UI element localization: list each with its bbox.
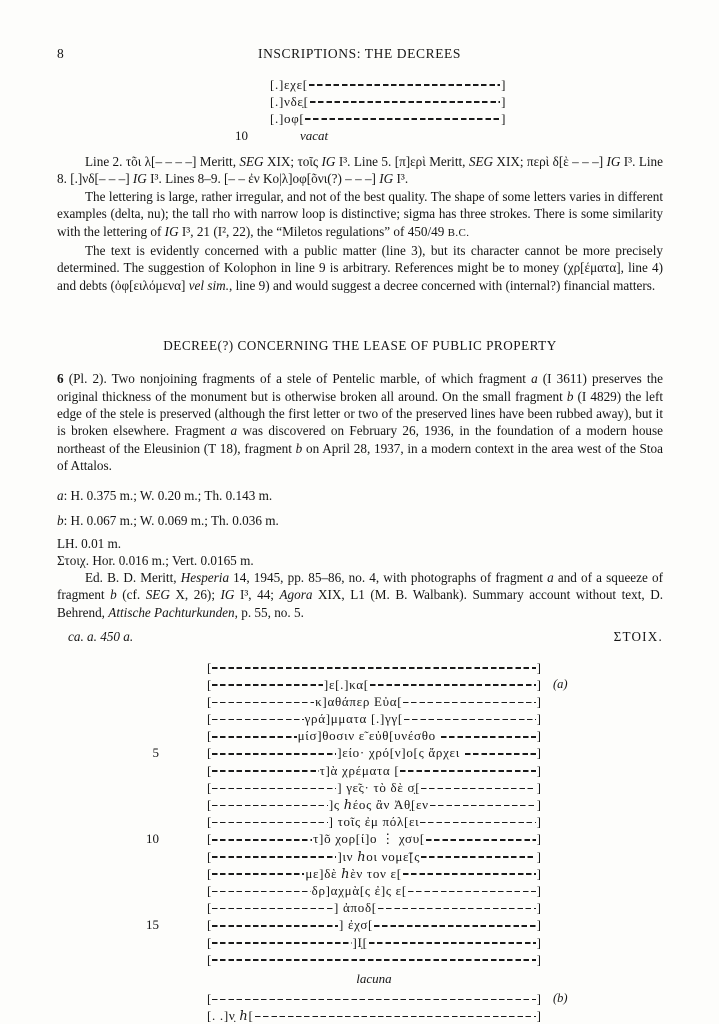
bracket: ]: [536, 848, 541, 864]
inscription-line-text: ] γε̃ς· τὸ δὲ σ̣[: [337, 779, 421, 795]
dash-fill: [212, 805, 328, 807]
inscription-line-text: ]είο· χρό[ν]ο[ς ἄρχει: [337, 745, 464, 761]
date-line: [57, 629, 663, 645]
inscription-row: [103, 779, 663, 796]
text-segment: a: [230, 423, 238, 439]
bracket: ]: [536, 728, 541, 744]
inscription-line-text: ] ἐχσ[: [339, 917, 374, 933]
text-segment: I³.: [393, 171, 409, 187]
bracket: [: [207, 917, 212, 933]
dash-fill: [378, 908, 536, 910]
bracket: [: [207, 745, 212, 761]
text-segment: IG: [220, 587, 235, 603]
text-segment: was discovered on February 26, 1936, in the foundation of a modern house northeast of the Eleusinion (T 18), fragment: [57, 423, 663, 456]
inscription-line: [207, 849, 541, 865]
dash-fill: [212, 719, 303, 721]
text-segment: IG: [606, 154, 621, 169]
text-segment: , p. 55, no. 5.: [234, 604, 304, 620]
dash-fill: [465, 753, 536, 755]
inscription-line: [207, 728, 541, 744]
bracket: ]: [501, 76, 506, 92]
text-segment: (cf.: [116, 587, 146, 603]
text-segment: (Pl. 2). Two nonjoining fragments of a stele of Pentelic marble, of which fragment: [63, 371, 532, 387]
dash-fill: [212, 822, 327, 824]
dash-fill: [212, 873, 304, 875]
line-number: 5: [152, 745, 159, 761]
bracket: ]: [501, 110, 506, 126]
dash-fill: [430, 805, 536, 807]
text-segment: XIX; περὶ δ[ὲ – – –]: [493, 154, 607, 169]
text-segment: vel sim.: [188, 277, 229, 293]
inscription-line-text: κ]αθάπερ Εὐα[: [315, 693, 403, 709]
text-segment: The text is evidently concerned with a public matter (line 3), but its character cannot be more precisely determined. The suggestion of Kolophon in line 9 is arbitrary. References might be to money (χρ[έματα], line 4) and debts (ὀφ[ειλόμενα]: [57, 243, 663, 293]
vacat-row: [210, 127, 663, 144]
lacuna-label: lacuna: [356, 971, 392, 987]
bracket: ]: [536, 990, 541, 1006]
inscription-line: [207, 711, 541, 727]
line-number: 10: [235, 127, 248, 143]
inscription-row: [103, 1007, 663, 1024]
bracket: ]: [536, 951, 541, 967]
inscription-row: [103, 951, 663, 968]
apparatus-paragraph: [57, 153, 663, 188]
inscription-line-text: ]ε[.]κα[: [323, 676, 369, 692]
bracket: [: [207, 779, 212, 795]
bracket: [: [207, 814, 212, 830]
dash-fill: [374, 925, 536, 927]
dash-fill: [212, 667, 535, 669]
text-segment: on April 28, 1937, in a modern context in the area west of the Stoa of Attalos.: [57, 440, 663, 474]
vacat-label: vacat: [300, 127, 329, 143]
text-segment: I³. Line 8. [.]νδ[– – –]: [57, 154, 663, 187]
text-segment: SEG: [468, 154, 494, 169]
text-segment: (I 4829) the left edge of the stele is preserved (although the first letter or two of the preserved lines have been rubbed away), but it is broken elsewhere. Fragment: [57, 388, 663, 439]
dash-fill: [369, 942, 536, 944]
text-segment: and of a squeeze of fragment: [57, 569, 663, 603]
dash-fill: [212, 770, 318, 772]
inscription-row: [103, 882, 663, 899]
text-segment: The lettering is large, rather irregular, and not of the best quality. The shape of some letters varies in different examples (delta, nu); the tall rho with narrow loop is distinctive; sigma has three strokes. There is some similarity with the lettering of: [57, 188, 663, 239]
bracket: [: [207, 711, 212, 727]
inscription-row: [103, 900, 663, 917]
inscription-line: [207, 831, 541, 847]
text-segment: IG: [164, 223, 179, 239]
bracket: ]: [536, 797, 541, 812]
dash-fill: [212, 736, 296, 738]
inscription-line: [207, 935, 541, 951]
inscription-line: [270, 94, 506, 110]
bracket: [: [207, 865, 212, 881]
inscription-block: [103, 659, 663, 1024]
inscription-line: [270, 77, 506, 93]
dash-fill: [420, 822, 535, 824]
inscription-row: [103, 710, 663, 727]
dash-fill: [310, 101, 500, 103]
text-segment: SEG: [145, 587, 170, 603]
bracket: [: [207, 848, 212, 864]
bracket: [: [207, 951, 212, 967]
bracket: [: [207, 728, 212, 744]
inscription-line-text: με]δὲ ℎὲν τον ε[: [305, 865, 402, 881]
dash-fill: [404, 719, 536, 721]
inscription-line: [207, 660, 541, 676]
inscription-row: [103, 693, 663, 710]
bracket: ]: [536, 934, 541, 950]
text-segment: I³. Line 5. [π]ερὶ Meritt,: [335, 154, 469, 169]
text-segment: IG: [379, 171, 394, 187]
bracket: ]: [536, 882, 541, 898]
line-number: 10: [146, 831, 159, 847]
inscription-row: [103, 917, 663, 934]
dash-fill: [212, 839, 312, 841]
text-segment: b: [566, 388, 574, 404]
text-segment: B.C.: [447, 226, 470, 239]
bracket: [: [207, 762, 212, 778]
lacuna-row: [103, 968, 663, 990]
fragment-a-block: [103, 659, 663, 968]
previous-inscription-block: [210, 76, 663, 144]
bracket: [: [207, 900, 212, 916]
inscription-line: [207, 1008, 541, 1024]
inscription-row: [103, 865, 663, 882]
dash-fill: [403, 873, 536, 875]
inscription-line-text: ]Ι̣[: [352, 934, 368, 950]
inscription-line-text: τ]õ χορ[ί]ο ⋮ χσυ[: [313, 831, 425, 847]
text-segment: : H. 0.067 m.; W. 0.069 m.; Th. 0.036 m.: [63, 512, 279, 528]
inscription-line: [207, 814, 541, 830]
editions-paragraph: [57, 569, 663, 621]
dash-fill: [403, 702, 535, 704]
running-head: INSCRIPTIONS: THE DECREES: [257, 46, 462, 61]
text-segment: b: [110, 587, 117, 603]
text-segment: Ed. B. D. Meritt,: [85, 569, 181, 585]
inscription-row: [103, 814, 663, 831]
text-segment: a: [531, 371, 538, 387]
bracket: ]: [536, 711, 541, 727]
inscription-row: [103, 762, 663, 779]
fragment-marker: (b): [553, 991, 568, 1006]
inscription-line: [207, 883, 541, 899]
dash-fill: [421, 856, 536, 858]
text-segment: XIX; τοῖς: [263, 154, 322, 169]
text-segment: b: [295, 440, 303, 456]
bracket: ]: [536, 865, 541, 881]
lacuna-line: [207, 971, 541, 987]
dash-fill: [255, 1016, 536, 1018]
text-segment: a: [547, 569, 554, 585]
text-segment: Agora: [279, 587, 313, 603]
inscription-line: [207, 900, 541, 916]
inscription-row: [103, 934, 663, 951]
bracket: ]: [536, 693, 541, 709]
dash-fill: [212, 856, 336, 858]
dash-fill: [408, 891, 536, 893]
inscription-row: [103, 796, 663, 813]
dash-fill: [305, 118, 500, 120]
text-segment: IG: [132, 171, 147, 187]
text-segment: Attische Pachturkunden: [108, 604, 235, 620]
inscription-line-text: δρ]αχμὰ[ς ἐ]ς ε[: [311, 882, 407, 898]
bracket: [: [207, 693, 212, 709]
text-segment: : H. 0.375 m.; W. 0.20 m.; Th. 0.143 m.: [63, 487, 273, 503]
dimensions-fragment-a: [57, 487, 663, 504]
dash-fill: [370, 684, 536, 686]
section-heading: DECREE(?) CONCERNING THE LEASE OF PUBLIC PROPERTY: [163, 338, 557, 354]
inscription-line: [207, 745, 541, 761]
bracket: [: [207, 882, 212, 898]
inscription-line-text: [.]εχε[: [270, 76, 308, 92]
inscription-row: [103, 676, 663, 693]
description-paragraph: [57, 370, 663, 474]
inscription-line-text: [.]οφ[: [270, 110, 305, 126]
bracket: [: [207, 990, 212, 1006]
dash-fill: [426, 839, 536, 841]
letter-height: LH. 0.01 m.: [57, 535, 122, 551]
dash-fill: [441, 736, 536, 738]
bracket: ]: [536, 676, 541, 692]
dimensions-block: [57, 487, 663, 569]
inscription-row: [103, 728, 663, 745]
inscription-row: [103, 848, 663, 865]
inscription-line-text: ] τοῖς ἐμ πόλ[ει: [328, 814, 420, 830]
fragment-b-block: [103, 990, 663, 1024]
inscription-line-text: τ]ὰ χρέματα [: [319, 762, 400, 778]
bracket: [: [207, 676, 212, 692]
bracket: ]: [536, 1008, 541, 1024]
lettering-paragraph: [57, 188, 663, 242]
text-segment: (I 3611) preserves the original thickness of the monument but is otherwise broken all around. On the small fragment: [57, 371, 663, 404]
line-number: 15: [146, 917, 159, 933]
bracket: [: [207, 831, 212, 847]
inscription-line: [207, 952, 541, 968]
text-segment: I³, 21 (I², 22), the “Miletos regulations” of 450/49: [178, 223, 448, 239]
text-segment: I³. Lines 8–9. [– – ἐν Κο|λ]οφ[õνι(?) – – –]: [146, 171, 380, 187]
dash-fill: [421, 788, 535, 790]
inscription-line-text: [. .]ν̣ ℎ[: [207, 1008, 254, 1024]
inscription-row: [210, 93, 663, 110]
text-segment: Hesperia: [180, 569, 230, 585]
inscription-row: [103, 745, 663, 762]
dash-fill: [212, 942, 351, 944]
stoichedon-label: ΣΤΟΙΧ.: [613, 628, 663, 644]
bracket: ]: [501, 93, 506, 109]
inscription-line-text: [.]νδε̣[: [270, 93, 309, 109]
inscription-line: [207, 917, 541, 933]
dash-fill: [212, 999, 535, 1001]
dash-fill: [309, 84, 500, 86]
inscription-line-text: ]ς ℎέος ἂν Ἀθ̣[εν: [328, 797, 429, 812]
inscription-row: [210, 110, 663, 127]
bracket: [: [207, 934, 212, 950]
inscription-line-text: γρά]μματα [.]γγ[: [304, 711, 403, 727]
inscription-line-text: ]ιν ℎοι νομε̃[ς: [337, 848, 421, 864]
text-segment: 14, 1945, pp. 85–86, no. 4, with photographs of fragment: [229, 569, 548, 585]
inscription-line: [207, 780, 541, 796]
bracket: ]: [536, 814, 542, 830]
text-segment: , line 9) and would suggest a decree concerned with (internal?) financial matters.: [229, 277, 656, 293]
bracket: ]: [536, 745, 541, 761]
text-segment: 6: [57, 371, 64, 387]
inscription-line-text: μίσ]θοσιν ε̃ εὐθ[υνέσθο: [297, 728, 440, 744]
inscription-line: [207, 677, 541, 693]
dash-fill: [400, 770, 535, 772]
text-segment: SEG: [239, 154, 264, 169]
text-segment: Line 2. τõι λ[– – – –] Meritt,: [85, 154, 240, 169]
dimensions-fragment-b: [57, 512, 663, 529]
bracket: ]: [536, 917, 541, 933]
bracket: ]: [536, 831, 541, 847]
bracket: [: [207, 659, 212, 675]
dash-fill: [212, 959, 535, 961]
text-segment: XIX, L1 (M. B. Walbank). Summary account without text, D. Behrend,: [57, 587, 664, 620]
page-number: 8: [57, 46, 64, 61]
inscription-line: [207, 866, 541, 882]
bracket: ]: [536, 762, 541, 778]
dash-fill: [212, 753, 336, 755]
bracket: [: [207, 797, 212, 812]
stoichedon-measurements: Στοιχ. Hor. 0.016 m.; Vert. 0.0165 m.: [57, 552, 254, 568]
dash-fill: [212, 684, 323, 686]
inscription-line: [207, 694, 541, 710]
text-segment: IG: [321, 154, 336, 169]
inscription-line: [207, 763, 541, 779]
text-segment: X, 26);: [169, 587, 221, 603]
bracket: ]: [536, 900, 541, 916]
character-paragraph: [57, 242, 663, 294]
text-segment: a: [57, 487, 64, 503]
text-segment: b: [57, 512, 64, 528]
dash-fill: [212, 788, 336, 790]
text-column: [57, 76, 663, 1024]
inscription-row: [103, 659, 663, 676]
inscription-line-text: ] ἀποδ[: [334, 900, 377, 916]
fragment-marker: (a): [553, 677, 568, 692]
inscription-line: [207, 797, 541, 813]
bracket: ]: [536, 779, 541, 795]
text-segment: I³, 44;: [234, 587, 280, 603]
inscription-row: [210, 76, 663, 93]
dash-fill: [212, 702, 314, 704]
inscription-line: [270, 111, 506, 127]
date-label: ca. a. 450 a.: [68, 628, 134, 644]
bracket: ]: [536, 659, 541, 675]
dash-fill: [212, 908, 333, 910]
inscription-line: [207, 991, 541, 1007]
inscription-row: [103, 831, 663, 848]
inscription-row: [103, 990, 663, 1007]
dash-fill: [212, 925, 338, 927]
dash-fill: [212, 891, 310, 893]
